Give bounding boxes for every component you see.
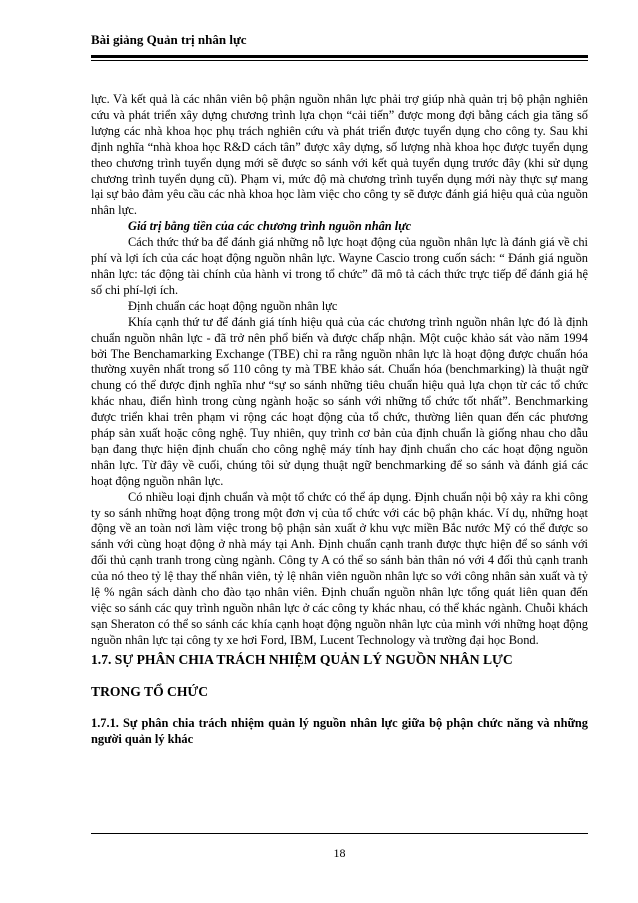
section-heading-line1: 1.7. SỰ PHÂN CHIA TRÁCH NHIỆM QUẢN LÝ NGUỒN NHÂN LỰC xyxy=(91,651,513,667)
italic-subheading: Giá trị bằng tiền của các chương trình nguồn nhân lực xyxy=(128,219,412,234)
running-header: Bài giảng Quản trị nhân lực xyxy=(91,32,247,47)
footer-rule xyxy=(91,833,588,834)
paragraph-benchmarking-types: Có nhiều loại định chuẩn và một tổ chức có thể áp dụng. Định chuẩn nội bộ xảy ra khi công ty so sánh những hoạt động trong một đơn vị của tổ chức với các bộ phận khác. Ví dụ, những hoạt động về an toàn nơi làm việc trong bộ phận sản xuất ở khu vực miền Bắc nước Mỹ có thể được so sánh với cùng hoạt động ở nhà máy tại Anh. Định chuẩn cạnh tranh được thực hiện để so sánh với đối thủ cạnh tranh trong cùng ngành. Công ty A có thể so sánh bản thân nó với 4 đối thủ cạnh tranh của nó theo tỷ lệ thay thế nhân viên, tỷ lệ nhân viên nguồn nhân lực so với công nhân sản xuất và tỷ lệ % ngân sách dành cho đào tạo nhân viên. Định chuẩn nguồn nhân lực tổng quát liên quan đến việc so sánh các quy trình nguồn nhân lực ở các công ty khác nhau, có thể khác ngành. Chuỗi khách sạn Sheraton có thể so sánh các khía cạnh hoạt động nguồn nhân lực của mình với những hoạt động nguồn nhân lực tại công ty xe hơi Ford, IBM, Lucent Technology và trường đại học Bond. xyxy=(91,489,588,647)
subheading-benchmarking: Định chuẩn các hoạt động nguồn nhân lực xyxy=(128,298,338,313)
header-rule-thin xyxy=(91,60,588,61)
header-rule-thick xyxy=(91,55,588,58)
paragraph-continuation: lực. Và kết quả là các nhân viên bộ phận nguồn nhân lực phải trợ giúp nhà quản trị bộ phận nghiên cứu và phát triển xây dựng chương trình lựa chọn “cải tiến” được mong đợi bằng cách gia tăng số lượng các nhà khoa học phụ trách nghiên cứu và phát triển được tuyển dụng cho công ty. Sau khi định nghĩa “nhà khoa học R&D cách tân” được xây dựng, số lượng nhà khoa học được tuyển dụng theo chương trình tuyển dụng mới sẽ được so sánh với kết quả tuyển dụng trước đây (khi sử dụng chương trình tuyển dụng cũ). Phạm vi, mức độ mà chương trình tuyển dụng mới này thực sự mang lại sự bảo đảm yêu cầu các nhà khoa học làm việc cho công ty sẽ được đánh giá hiệu quả của nguồn nhân lực. xyxy=(91,92,588,218)
paragraph-cost-benefit: Cách thức thứ ba để đánh giá những nỗ lực hoạt động của nguồn nhân lực là đánh giá về chi phí và lợi ích của các hoạt động nguồn nhân lực. Wayne Cascio trong cuốn sách: “ Đánh giá nguồn nhân lực: tác động tài chính của hành vi trong tổ chức” đã mô tả cách thức trực tiếp để đánh giá hệ số chi phí-lợi ích. xyxy=(91,235,588,297)
paragraph-benchmarking: Khía cạnh thứ tư để đánh giá tính hiệu quả của các chương trình nguồn nhân lực đó là định chuẩn nguồn nhân lực - đã trở nên phổ biến và được chấp nhận. Một cuộc khảo sát vào năm 1994 bởi The Benchamarking Exchange (TBE) chỉ ra rằng nguồn nhân lực là hoạt động được chuẩn hóa thường xuyên nhất trong số 110 công ty mà TBE khảo sát. Chuẩn hóa (benchmarking) là thuật ngữ chung có thể được định nghĩa như “sự so sánh những tiêu chuẩn hiệu quả lựa chọn từ các tổ chức khác nhau, điển hình trong cùng ngành hoặc so sánh với những tổ chức tốt nhất”. Benchmarking được triển khai trên phạm vi rộng các hoạt động của tổ chức, thường liên quan đến các phương pháp sản xuất hoặc công nghệ. Tuy nhiên, quy trình cơ bản của định chuẩn là giống nhau cho dẫu bạn đang thực hiện định chuẩn cho công nghệ máy tính hay định chuẩn cho các hoạt động nguồn nhân lực. Từ đây về cuối, chúng tôi sử dụng thuật ngữ benchmarking để so sánh và đánh giá các hoạt động nguồn nhân lực. xyxy=(91,314,588,488)
body-text xyxy=(91,92,588,748)
page-number: 18 xyxy=(333,846,346,860)
subsection-heading: 1.7.1. Sự phân chia trách nhiệm quản lý nguồn nhân lực giữa bộ phận chức năng và những người quản lý khác xyxy=(91,715,588,746)
section-heading-line2: TRONG TỔ CHỨC xyxy=(91,683,209,699)
